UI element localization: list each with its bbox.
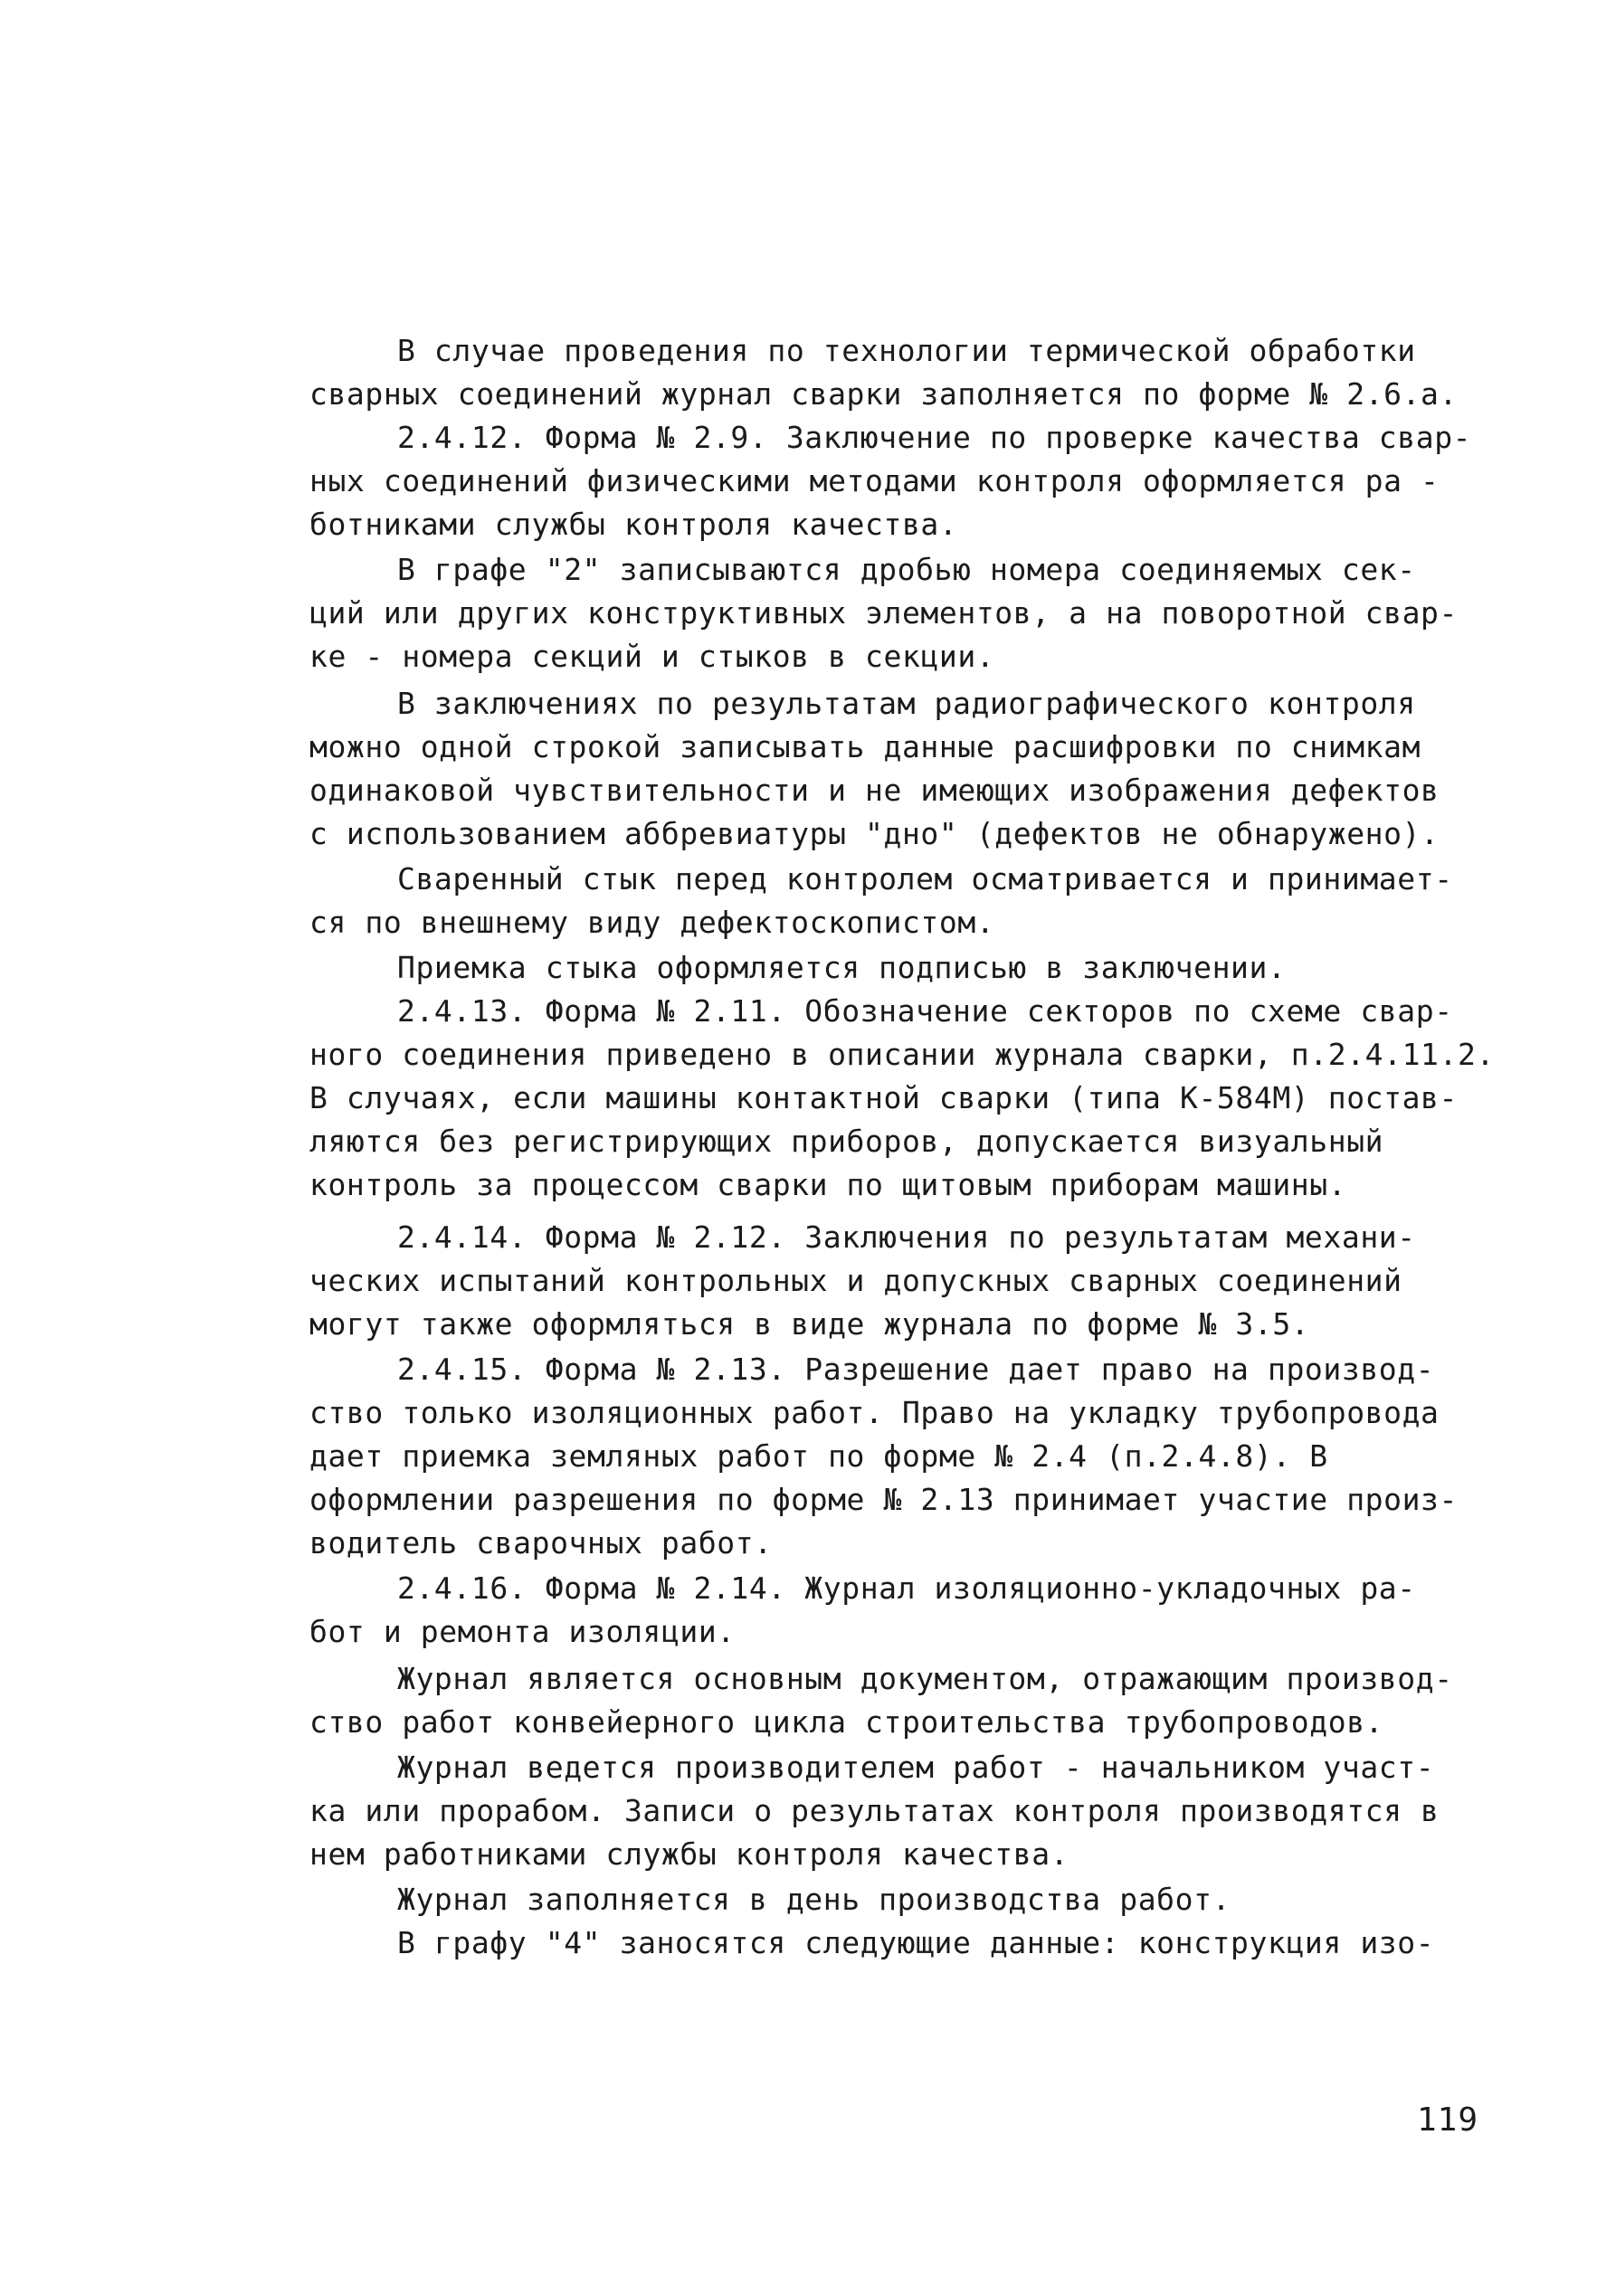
text-line: ляются без регистрирующих приборов, допускается визуальный <box>309 1124 1384 1159</box>
text-line: Приемка стыка оформляется подписью в заключении. <box>397 950 1287 985</box>
text-line: с использованием аббревиатуры "дно" (дефектов не обнаружено). <box>309 816 1440 851</box>
text-line: 2.4.12. Форма № 2.9. Заключение по проверке качества свар- <box>397 420 1472 455</box>
text-line: ботниками службы контроля качества. <box>309 507 958 542</box>
text-line: Журнал является основным документом, отражающим производ- <box>397 1661 1453 1696</box>
text-line: водитель сварочных работ. <box>309 1525 773 1561</box>
text-line: ческих испытаний контрольных и допускных сварных соединений <box>309 1263 1402 1298</box>
page-number: 119 <box>1417 2102 1479 2139</box>
text-line: В графе "2" записываются дробью номера соединяемых сек- <box>397 552 1416 587</box>
text-line: дает приемка земляных работ по форме № 2.4 (п.2.4.8). В <box>309 1438 1328 1474</box>
text-line: 2.4.14. Форма № 2.12. Заключения по результатам механи- <box>397 1219 1416 1255</box>
text-line: ке - номера секций и стыков в секции. <box>309 639 995 674</box>
text-line: ций или других конструктивных элементов, а на поворотной свар- <box>309 595 1458 631</box>
text-line: контроль за процессом сварки по щитовым приборам машины. <box>309 1167 1347 1202</box>
text-line: В случае проведения по технологии термической обработки <box>397 333 1416 368</box>
text-line: оформлении разрешения по форме № 2.13 принимает участие произ- <box>309 1482 1458 1517</box>
text-line: 2.4.16. Форма № 2.14. Журнал изоляционно-укладочных ра- <box>397 1570 1416 1606</box>
text-line: ство только изоляционных работ. Право на укладку трубопровода <box>309 1395 1440 1430</box>
text-line: В случаях, если машины контактной сварки (типа К-584М) постав- <box>309 1080 1458 1115</box>
text-line: ка или прорабом. Записи о результатах контроля производятся в <box>309 1793 1440 1828</box>
text-line: одинаковой чувствительности и не имеющих изображения дефектов <box>309 773 1440 808</box>
text-line: Журнал заполняется в день производства работ. <box>397 1882 1231 1917</box>
text-line: Журнал ведется производителем работ - начальником участ- <box>397 1750 1435 1785</box>
text-line: 2.4.13. Форма № 2.11. Обозначение секторов по схеме свар- <box>397 993 1453 1029</box>
text-line: нем работниками службы контроля качества. <box>309 1836 1069 1872</box>
text-line: сварных соединений журнал сварки заполняется по форме № 2.6.а. <box>309 376 1458 412</box>
text-line: ство работ конвейерного цикла строительства трубопроводов. <box>309 1704 1384 1740</box>
text-line: В заключениях по результатам радиографического контроля <box>397 686 1416 721</box>
text-line: бот и ремонта изоляции. <box>309 1614 736 1649</box>
text-line: ся по внешнему виду дефектоскопистом. <box>309 905 995 940</box>
text-line: ных соединений физическими методами контроля оформляется ра - <box>309 463 1440 498</box>
text-line: ного соединения приведено в описании журнала сварки, п.2.4.11.2. <box>309 1037 1495 1072</box>
text-line: Сваренный стык перед контролем осматривается и принимает- <box>397 861 1453 897</box>
text-line: могут также оформляться в виде журнала по форме № 3.5. <box>309 1306 1310 1342</box>
text-line: 2.4.15. Форма № 2.13. Разрешение дает право на производ- <box>397 1352 1435 1387</box>
text-line: В графу "4" заносятся следующие данные: конструкция изо- <box>397 1925 1435 1960</box>
text-line: можно одной строкой записывать данные расшифровки по снимкам <box>309 729 1421 764</box>
